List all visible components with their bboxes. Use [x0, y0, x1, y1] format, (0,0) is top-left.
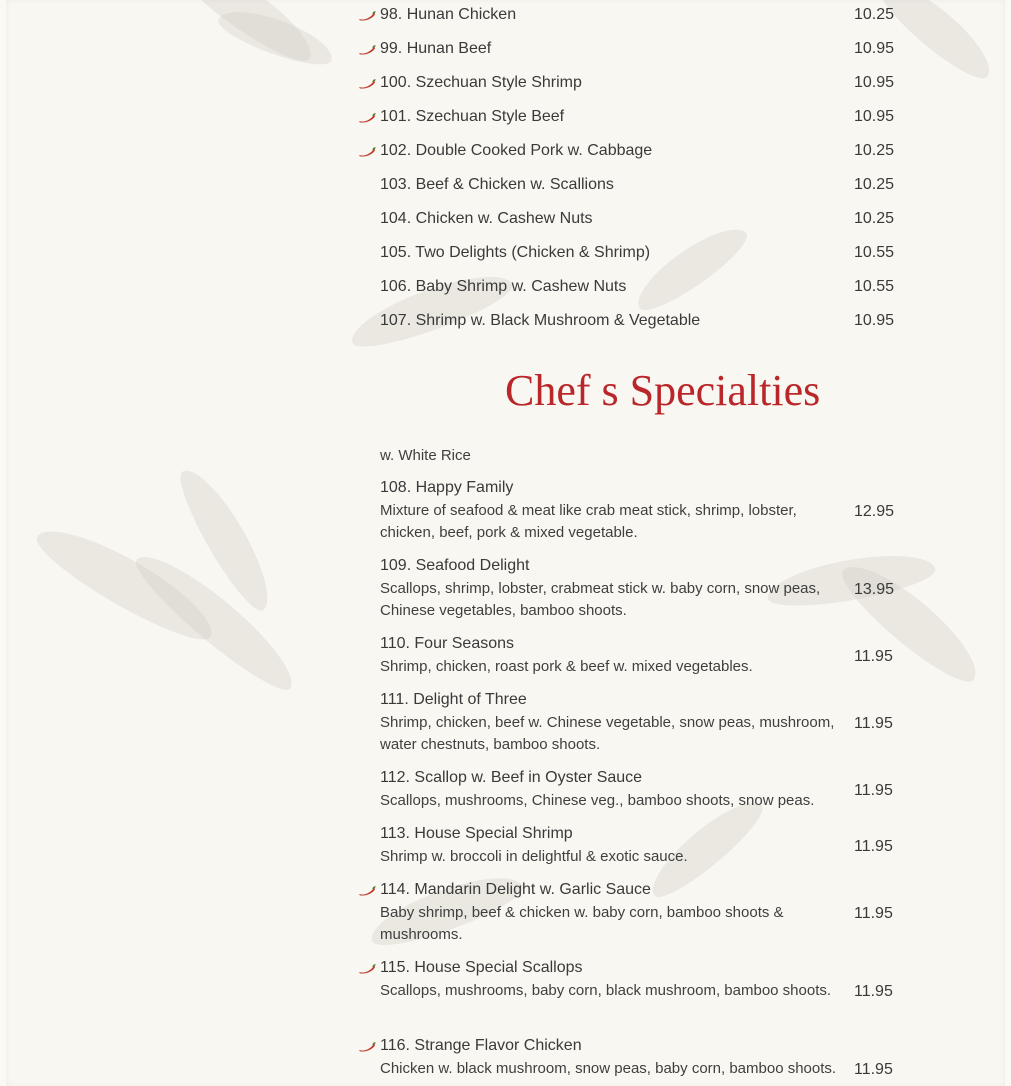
chili-pepper-icon	[358, 144, 376, 154]
specialty-item-name: 113. House Special Shrimp	[380, 825, 573, 842]
specialty-item-name: 112. Scallop w. Beef in Oyster Sauce	[380, 769, 643, 786]
specialty-item-name: 114. Mandarin Delight w. Garlic Sauce	[380, 881, 651, 898]
specialty-item-name: 115. House Special Scallops	[380, 959, 583, 976]
section-title: Chef s Specialties	[505, 366, 821, 415]
specialty-item-description: Chicken w. black mushroom, snow peas, baby corn, bamboo shoots.	[380, 1060, 837, 1077]
menu-item-price: 10.25	[854, 210, 895, 227]
menu-item-name: 101. Szechuan Style Beef	[380, 108, 565, 125]
menu-item	[380, 244, 850, 262]
specialty-item-price: 12.95	[854, 503, 895, 520]
menu-item-name: 106. Baby Shrimp w. Cashew Nuts	[380, 278, 627, 295]
chili-pepper-icon	[358, 42, 376, 52]
specialty-item-description: Shrimp, chicken, beef w. Chinese vegetable, snow peas, mushroom, water chestnuts, bamboo shoots.	[380, 714, 835, 753]
menu-item	[380, 108, 850, 126]
menu-item	[380, 6, 850, 24]
specialty-item-price: 11.95	[854, 782, 893, 799]
menu-item-price: 10.25	[854, 142, 895, 159]
specialty-item-name: 110. Four Seasons	[380, 635, 515, 652]
menu-item-price: 10.55	[854, 278, 895, 295]
chili-pepper-icon	[358, 961, 376, 971]
specialty-item-description: Baby shrimp, beef & chicken w. baby corn, bamboo shoots & mushrooms.	[380, 904, 784, 943]
menu-item	[380, 210, 850, 228]
specialty-item	[380, 881, 850, 946]
menu-item-price: 10.95	[854, 40, 895, 57]
specialty-item-price: 11.95	[854, 983, 893, 1000]
specialty-item-price: 11.95	[854, 905, 893, 922]
menu-item	[380, 142, 850, 160]
menu-item-name: 99. Hunan Beef	[380, 40, 492, 57]
specialty-item-price: 13.95	[854, 581, 895, 598]
menu-item	[380, 176, 850, 194]
specialty-item	[380, 1037, 850, 1080]
menu-item-price: 10.95	[854, 74, 895, 91]
specialty-item-price: 11.95	[854, 838, 893, 855]
menu-item	[380, 312, 850, 330]
specialty-item	[380, 479, 850, 544]
menu-item-name: 103. Beef & Chicken w. Scallions	[380, 176, 614, 193]
specialty-item-name: 116. Strange Flavor Chicken	[380, 1037, 582, 1054]
menu-item-name: 107. Shrimp w. Black Mushroom & Vegetable	[380, 312, 701, 329]
menu-item	[380, 40, 850, 58]
specialty-item-description: Shrimp w. broccoli in delightful & exotic sauce.	[380, 848, 688, 865]
specialty-item	[380, 691, 850, 756]
chili-pepper-icon	[358, 76, 376, 86]
specialty-item-price: 11.95	[854, 715, 893, 732]
menu-item-name: 104. Chicken w. Cashew Nuts	[380, 210, 593, 227]
menu-item-price: 10.95	[854, 108, 895, 125]
menu-item-name: 102. Double Cooked Pork w. Cabbage	[380, 142, 653, 159]
specialty-item-description: Shrimp, chicken, roast pork & beef w. mixed vegetables.	[380, 658, 753, 675]
chili-pepper-icon	[358, 883, 376, 893]
menu-item-price: 10.95	[854, 312, 895, 329]
specialty-item	[380, 959, 850, 1002]
specialty-item-description: Scallops, mushrooms, baby corn, black mushroom, bamboo shoots.	[380, 982, 832, 999]
specialty-item-price: 11.95	[854, 648, 893, 665]
menu-item-price: 10.25	[854, 6, 895, 23]
menu-item-name: 98. Hunan Chicken	[380, 6, 517, 23]
chili-pepper-icon	[358, 8, 376, 18]
specialty-item-name: 109. Seafood Delight	[380, 557, 530, 574]
section-note: w. White Rice	[380, 447, 471, 464]
specialty-item-name: 111. Delight of Three	[380, 691, 527, 708]
menu-item-name: 100. Szechuan Style Shrimp	[380, 74, 582, 91]
chili-pepper-icon	[358, 1039, 376, 1049]
menu-item-price: 10.25	[854, 176, 895, 193]
specialty-item-name: 108. Happy Family	[380, 479, 514, 496]
chili-pepper-icon	[358, 110, 376, 120]
specialty-item	[380, 825, 850, 868]
specialty-item	[380, 635, 850, 678]
specialty-item	[380, 769, 850, 812]
specialty-item-description: Scallops, mushrooms, Chinese veg., bamboo shoots, snow peas.	[380, 792, 815, 809]
specialty-item	[380, 557, 850, 622]
specialty-item-description: Mixture of seafood & meat like crab meat stick, shrimp, lobster, chicken, beef, pork & mixed vegetable.	[380, 502, 797, 541]
specialty-item-description: Scallops, shrimp, lobster, crabmeat stick w. baby corn, snow peas, Chinese vegetables, bamboo shoots.	[380, 580, 821, 619]
specialty-item-price: 11.95	[854, 1061, 893, 1078]
menu-item-price: 10.55	[854, 244, 895, 261]
menu-item	[380, 278, 850, 296]
menu-item	[380, 74, 850, 92]
menu-item-name: 105. Two Delights (Chicken & Shrimp)	[380, 244, 651, 261]
